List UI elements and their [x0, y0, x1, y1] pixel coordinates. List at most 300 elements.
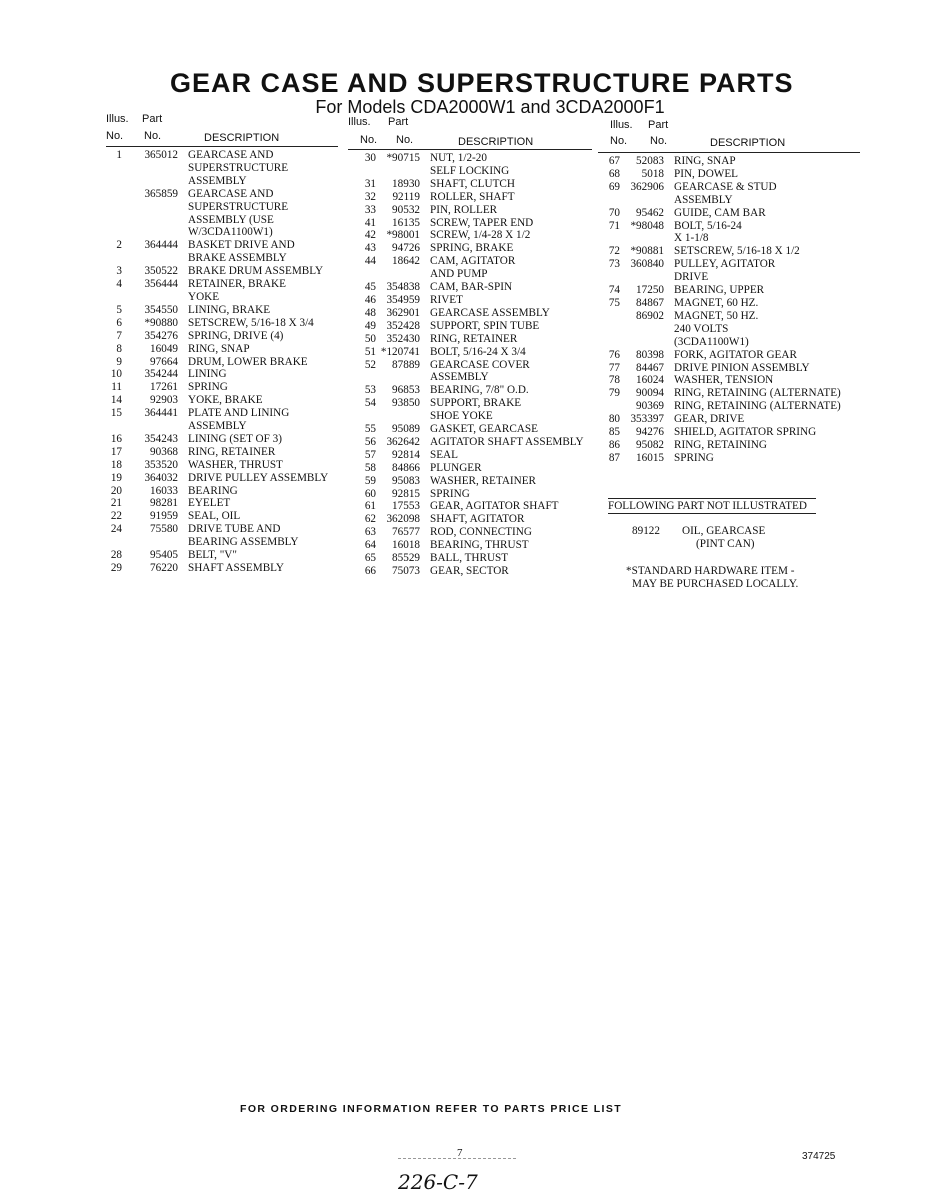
part-row — [348, 500, 592, 513]
part-number: 84467 — [636, 361, 664, 374]
part-description: BEARING, UPPER — [674, 284, 765, 297]
part-description: DRIVE PULLEY ASSEMBLY — [188, 471, 329, 484]
part-row — [348, 191, 592, 204]
part-number: 95083 — [392, 474, 420, 487]
header-rule — [106, 146, 338, 147]
illus-number: 79 — [608, 387, 620, 400]
description-line: OIL, GEARCASE — [682, 525, 766, 537]
illus-number — [348, 371, 376, 384]
part-number: 18642 — [392, 255, 420, 268]
not-illustrated-part — [632, 525, 765, 551]
part-description: RING, RETAINING (ALTERNATE) — [674, 387, 841, 400]
part-description: ROD, CONNECTING — [430, 526, 532, 539]
part-row — [598, 284, 860, 297]
part-number: 16049 — [150, 342, 178, 355]
illus-number — [106, 214, 122, 227]
illus-number: 52 — [364, 358, 376, 371]
part-row — [106, 356, 338, 369]
part-row — [106, 239, 338, 252]
part-row — [598, 349, 860, 362]
part-description: SPRING — [674, 451, 714, 464]
part-description: RIVET — [430, 293, 463, 306]
part-row — [348, 281, 592, 294]
part-number — [376, 410, 420, 423]
part-description: PLUNGER — [430, 461, 482, 474]
header-description: DESCRIPTION — [710, 137, 786, 149]
illus-number: 87 — [608, 451, 620, 464]
part-row — [106, 420, 338, 433]
illus-number: 6 — [116, 316, 122, 329]
footnote-line: *STANDARD HARDWARE ITEM - — [626, 565, 795, 577]
part-description: WASHER, THRUST — [188, 458, 283, 471]
part-row — [348, 397, 592, 410]
part-description: ROLLER, SHAFT — [430, 190, 515, 203]
part-number: 52083 — [636, 155, 664, 167]
part-row — [348, 436, 592, 449]
illus-number — [106, 291, 122, 304]
part-row — [106, 291, 338, 304]
illus-number: 75 — [608, 296, 620, 309]
part-row — [348, 346, 592, 359]
part-number — [620, 194, 664, 207]
illus-number: 71 — [608, 219, 620, 232]
part-description: SPRING, DRIVE (4) — [188, 329, 284, 342]
illus-number — [598, 271, 620, 284]
part-number — [122, 420, 178, 433]
part-description: DRUM, LOWER BRAKE — [188, 355, 308, 368]
illus-number: 80 — [608, 413, 620, 426]
part-number: 365859 — [144, 187, 178, 200]
illus-number: 44 — [364, 255, 376, 268]
part-row — [106, 265, 338, 278]
illus-number: 85 — [608, 426, 620, 439]
part-number: 353397 — [630, 413, 664, 426]
part-number: 76577 — [392, 526, 420, 539]
part-row — [348, 307, 592, 320]
part-description: SHAFT, CLUTCH — [430, 177, 515, 190]
part-description: RING, SNAP — [674, 155, 736, 167]
part-description: ASSEMBLY — [188, 420, 247, 433]
part-description: ASSEMBLY (USE — [188, 213, 274, 226]
part-row — [106, 510, 338, 523]
part-description: GUIDE, CAM BAR — [674, 206, 766, 219]
part-row — [598, 245, 860, 258]
part-description: NUT, 1/2-20 — [430, 152, 487, 164]
illus-number: 28 — [110, 549, 122, 562]
illus-number — [598, 232, 620, 245]
part-description: SELF LOCKING — [430, 164, 510, 177]
part-number: 354276 — [144, 329, 178, 342]
part-number: 80398 — [636, 348, 664, 361]
header-part: Part — [142, 113, 163, 125]
illus-number — [598, 400, 620, 413]
part-description: SHIELD, AGITATOR SPRING — [674, 426, 817, 439]
part-number: 354838 — [386, 281, 420, 294]
illus-number — [106, 201, 122, 214]
illus-number — [106, 175, 122, 188]
part-number: 17250 — [636, 284, 664, 297]
illus-number: 70 — [608, 206, 620, 219]
header-no: No. — [360, 134, 378, 146]
illus-number: 65 — [364, 552, 376, 565]
part-number — [620, 232, 664, 245]
illus-number: 41 — [364, 216, 376, 229]
illus-number: 43 — [364, 242, 376, 255]
part-row — [106, 562, 338, 575]
illus-number: 60 — [364, 487, 376, 500]
part-number — [620, 323, 664, 336]
part-description: SETSCREW, 5/16-18 X 1/2 — [674, 245, 800, 258]
part-number — [122, 291, 178, 304]
header-illus: Illus. — [106, 113, 129, 125]
parts-column-1 — [106, 113, 338, 575]
part-number: 90094 — [636, 387, 664, 400]
part-number: 95082 — [636, 438, 664, 451]
illus-number: 45 — [364, 281, 376, 294]
part-description: DRIVE TUBE AND — [188, 523, 281, 536]
part-description: SUPERSTRUCTURE — [188, 161, 289, 174]
part-description: W/3CDA1100W1) — [188, 226, 273, 239]
illus-number — [348, 165, 376, 178]
illus-number: 57 — [364, 448, 376, 461]
part-number: 360840 — [630, 258, 664, 271]
illus-number: 10 — [110, 368, 122, 381]
illus-number: 29 — [110, 562, 122, 574]
illus-number: 7 — [116, 329, 122, 342]
part-description: ASSEMBLY — [674, 193, 733, 206]
part-number: 364032 — [144, 471, 178, 484]
part-description: PIN, ROLLER — [430, 203, 498, 216]
part-row — [598, 426, 860, 439]
part-number: 354959 — [386, 293, 420, 306]
part-number: 352430 — [386, 332, 420, 345]
part-row — [348, 229, 592, 242]
part-number: 95405 — [150, 549, 178, 562]
part-description: PIN, DOWEL — [674, 167, 739, 180]
part-description: BEARING, 7/8" O.D. — [430, 384, 529, 397]
part-description: SHAFT ASSEMBLY — [188, 562, 284, 574]
illus-number: 33 — [364, 203, 376, 216]
header-no: No. — [144, 130, 162, 142]
part-number — [376, 165, 420, 178]
part-description: DRIVE — [674, 271, 709, 284]
part-row — [106, 549, 338, 562]
part-description: SPRING — [188, 381, 228, 394]
part-description: CAM, BAR-SPIN — [430, 281, 513, 294]
parts-list — [348, 152, 592, 578]
illus-number — [106, 420, 122, 433]
part-number: 75580 — [150, 523, 178, 536]
part-description: RING, SNAP — [188, 342, 250, 355]
illus-number: 54 — [364, 397, 376, 410]
part-row — [348, 526, 592, 539]
part-row — [106, 226, 338, 239]
part-description: BALL, THRUST — [430, 552, 509, 565]
part-row — [348, 178, 592, 191]
illus-number: 48 — [364, 306, 376, 319]
part-row — [106, 175, 338, 188]
not-illustrated-heading: FOLLOWING PART NOT ILLUSTRATED — [608, 498, 816, 514]
header-no: No. — [106, 130, 124, 142]
illus-number: 56 — [364, 435, 376, 448]
illus-number: 58 — [364, 461, 376, 474]
part-number: 91959 — [150, 510, 178, 523]
part-description: BEARING ASSEMBLY — [188, 536, 299, 549]
part-row — [598, 336, 860, 349]
illus-number: 77 — [608, 361, 620, 374]
part-row — [106, 252, 338, 265]
illus-number: 51 — [364, 345, 376, 358]
part-number: 95089 — [392, 423, 420, 436]
illus-number: 1 — [116, 149, 122, 161]
part-row — [348, 268, 592, 281]
illus-number: 68 — [608, 167, 620, 180]
illus-number: 15 — [110, 407, 122, 420]
illus-number: 61 — [364, 500, 376, 513]
document-number: 374725 — [802, 1151, 836, 1162]
part-description: RING, RETAINING — [674, 438, 767, 451]
part-description: BASKET DRIVE AND — [188, 239, 295, 252]
part-row — [106, 317, 338, 330]
part-description: EYELET — [188, 497, 231, 510]
header-part: Part — [388, 116, 409, 128]
part-description: SUPPORT, SPIN TUBE — [430, 319, 540, 332]
part-description: X 1-1/8 — [674, 232, 709, 245]
part-row — [598, 194, 860, 207]
illus-number: 86 — [608, 438, 620, 451]
illus-number — [598, 323, 620, 336]
illus-number: 42 — [364, 229, 376, 242]
column-header — [348, 116, 592, 152]
part-row — [348, 384, 592, 397]
illus-number: 11 — [111, 381, 122, 394]
part-description: SCREW, 1/4-28 X 1/2 — [430, 229, 531, 242]
part-number: 362098 — [386, 513, 420, 526]
part-row — [598, 258, 860, 271]
illus-number: 55 — [364, 423, 376, 436]
part-description: RING, RETAINING (ALTERNATE) — [674, 400, 841, 413]
illus-number: 9 — [116, 355, 122, 368]
part-description: BOLT, 5/16-24 X 3/4 — [430, 345, 526, 358]
part-row — [106, 407, 338, 420]
part-description: AGITATOR SHAFT ASSEMBLY — [430, 435, 584, 448]
illus-number: 69 — [608, 180, 620, 193]
part-row — [348, 475, 592, 488]
column-header — [598, 119, 860, 155]
part-number: 97664 — [150, 355, 178, 368]
part-row — [348, 488, 592, 501]
part-number: 92119 — [392, 190, 420, 203]
part-number: 98281 — [150, 497, 178, 510]
part-number — [122, 201, 178, 214]
header-no: No. — [610, 135, 628, 147]
part-row — [598, 271, 860, 284]
header-illus: Illus. — [610, 119, 633, 131]
part-description: BRAKE DRUM ASSEMBLY — [188, 265, 324, 278]
illus-number: 31 — [364, 177, 376, 190]
part-row — [106, 536, 338, 549]
standard-hardware-footnote — [626, 565, 856, 591]
part-description: FORK, AGITATOR GEAR — [674, 348, 797, 361]
part-number: 364441 — [144, 407, 178, 420]
part-row — [106, 330, 338, 343]
part-description: SETSCREW, 5/16-18 X 3/4 — [188, 316, 314, 329]
part-description: GEARCASE & STUD — [674, 180, 777, 193]
part-row — [106, 201, 338, 214]
illus-number — [598, 194, 620, 207]
part-row — [598, 207, 860, 220]
part-number: 85529 — [392, 552, 420, 565]
part-row — [598, 155, 860, 168]
part-number: 84866 — [392, 461, 420, 474]
illus-number: 78 — [608, 374, 620, 387]
part-row — [598, 168, 860, 181]
part-description — [682, 525, 765, 551]
part-row — [348, 449, 592, 462]
illus-number — [106, 188, 122, 201]
part-row — [106, 472, 338, 485]
part-description: BEARING, THRUST — [430, 539, 529, 552]
part-description: YOKE, BRAKE — [188, 394, 263, 407]
part-number: *90880 — [144, 316, 178, 329]
part-row — [106, 459, 338, 472]
illus-number: 74 — [608, 284, 620, 297]
column-header — [106, 113, 338, 149]
part-row — [348, 204, 592, 217]
part-row — [598, 181, 860, 194]
part-number: 84867 — [636, 296, 664, 309]
part-row — [348, 552, 592, 565]
part-row — [106, 433, 338, 446]
part-description: SHAFT, AGITATOR — [430, 513, 525, 526]
part-row — [348, 320, 592, 333]
part-number — [122, 175, 178, 188]
illus-number: 32 — [364, 190, 376, 203]
header-part: Part — [648, 119, 669, 131]
part-number: 76220 — [150, 562, 178, 574]
illus-number — [348, 410, 376, 423]
part-number: 354550 — [144, 303, 178, 316]
part-row — [598, 439, 860, 452]
part-description: 240 VOLTS — [674, 322, 729, 335]
illus-number: 8 — [116, 342, 122, 355]
illus-number: 22 — [110, 510, 122, 523]
illus-number: 14 — [110, 394, 122, 407]
illus-number — [106, 162, 122, 175]
part-row — [598, 220, 860, 233]
part-description: PULLEY, AGITATOR — [674, 258, 776, 271]
part-description: (3CDA1100W1) — [674, 335, 749, 348]
illus-number: 62 — [364, 513, 376, 526]
part-description: ASSEMBLY — [188, 174, 247, 187]
part-description: AND PUMP — [430, 268, 488, 281]
part-number: 16015 — [636, 451, 664, 464]
ordering-info: FOR ORDERING INFORMATION REFER TO PARTS PRICE LIST — [240, 1103, 623, 1115]
page-subtitle: For Models CDA2000W1 and 3CDA2000F1 — [315, 97, 665, 117]
part-row — [598, 362, 860, 375]
part-description: LINING — [188, 368, 227, 381]
part-number: 90368 — [150, 445, 178, 458]
parts-column-2 — [348, 116, 592, 578]
part-row — [106, 523, 338, 536]
part-row — [348, 359, 592, 372]
part-row — [348, 462, 592, 475]
illus-number — [348, 268, 376, 281]
part-number — [620, 336, 664, 349]
illus-number: 46 — [364, 293, 376, 306]
parts-column-3 — [598, 119, 860, 465]
part-row — [106, 368, 338, 381]
illus-number: 72 — [608, 245, 620, 258]
illus-number: 53 — [364, 384, 376, 397]
part-row — [106, 343, 338, 356]
illus-number: 30 — [364, 152, 376, 164]
illus-number — [598, 310, 620, 323]
part-description: LINING, BRAKE — [188, 303, 271, 316]
part-row — [598, 452, 860, 465]
part-number: *90715 — [386, 152, 420, 164]
part-number: 17553 — [392, 500, 420, 513]
illus-number: 49 — [364, 319, 376, 332]
part-description: GEAR, DRIVE — [674, 413, 745, 426]
part-description: GASKET, GEARCASE — [430, 423, 538, 436]
part-number: 353520 — [144, 458, 178, 471]
description-line: (PINT CAN) — [696, 538, 755, 550]
part-number — [122, 252, 178, 265]
part-number — [122, 162, 178, 175]
part-row — [348, 513, 592, 526]
part-description: YOKE — [188, 290, 220, 303]
header-no: No. — [650, 135, 668, 147]
header-description: DESCRIPTION — [204, 132, 280, 144]
part-number: 16033 — [150, 484, 178, 497]
illus-number: 21 — [110, 497, 122, 510]
part-row — [106, 188, 338, 201]
part-number: 94276 — [636, 426, 664, 439]
part-description: LINING (SET OF 3) — [188, 432, 282, 445]
part-number: 354243 — [144, 432, 178, 445]
part-row — [598, 232, 860, 245]
part-description: GEARCASE COVER — [430, 358, 530, 371]
part-number: 96853 — [392, 384, 420, 397]
page-number: 7 — [457, 1147, 463, 1159]
part-row — [598, 400, 860, 413]
illus-number: 66 — [364, 565, 376, 577]
illus-number: 59 — [364, 474, 376, 487]
part-description: GEARCASE AND — [188, 149, 274, 161]
part-description: SCREW, TAPER END — [430, 216, 534, 229]
part-row — [348, 217, 592, 230]
part-row — [598, 387, 860, 400]
part-description: PLATE AND LINING — [188, 407, 290, 420]
part-description: SPRING, BRAKE — [430, 242, 514, 255]
illus-number: 24 — [110, 523, 122, 536]
part-row — [106, 278, 338, 291]
illus-number: 64 — [364, 539, 376, 552]
part-number: 94726 — [392, 242, 420, 255]
illus-number: 20 — [110, 484, 122, 497]
part-number: 362906 — [630, 180, 664, 193]
part-description: RING, RETAINER — [430, 332, 518, 345]
part-number: 352428 — [386, 319, 420, 332]
part-row — [598, 310, 860, 323]
part-row — [106, 485, 338, 498]
illus-number: 18 — [110, 458, 122, 471]
part-description: DRIVE PINION ASSEMBLY — [674, 361, 810, 374]
part-number: 356444 — [144, 278, 178, 291]
part-description: MAGNET, 50 HZ. — [674, 309, 759, 322]
part-row — [106, 304, 338, 317]
